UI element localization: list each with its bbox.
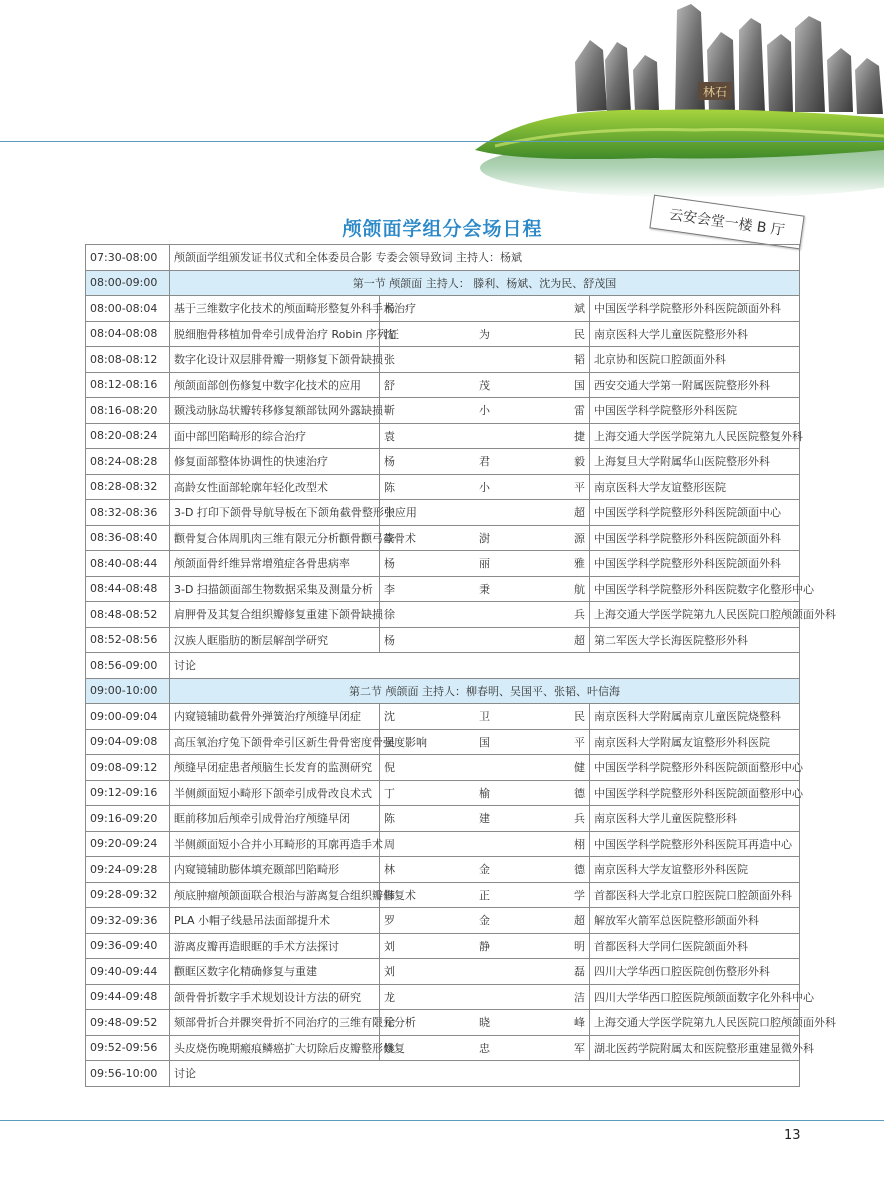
bottom-divider [0,1120,884,1121]
talk-row [86,627,800,653]
speaker-cell: 韩正学 [380,882,590,908]
speaker-cell: 吴国平 [380,729,590,755]
talk-title-cell: 内窥镜辅助截骨外弹簧治疗颅缝早闭症 [170,704,380,730]
talk-row [86,602,800,628]
talk-title-cell: 脱细胞骨移植加骨牵引成骨治疗 Robin 序列征 [170,321,380,347]
section-header-row [86,678,800,704]
time-cell: 09:48-09:52 [86,1010,170,1036]
opening-row [86,245,800,271]
talk-row [86,959,800,985]
time-cell: 07:30-08:00 [86,245,170,271]
time-cell: 09:32-09:36 [86,908,170,934]
talk-title-cell: PLA 小帽子线悬吊法面部提升术 [170,908,380,934]
institution-cell: 中国医学科学院整形外科医院颌面中心 [590,500,800,526]
speaker-cell: 杨君毅 [380,449,590,475]
talk-row [86,984,800,1010]
institution-cell: 南京医科大学友谊整形外科医院 [590,857,800,883]
discussion-cell: 讨论 [170,1061,800,1087]
time-cell: 09:24-09:28 [86,857,170,883]
speaker-cell: 张 超 [380,500,590,526]
talk-title-cell: 3-D 扫描颌面部生物数据采集及测量分析 [170,576,380,602]
institution-cell: 四川大学华西口腔医院颅颌面数字化外科中心 [590,984,800,1010]
institution-cell: 北京协和医院口腔颌面外科 [590,347,800,373]
talk-title-cell: 高龄女性面部轮廓年轻化改型术 [170,474,380,500]
talk-row [86,908,800,934]
time-cell: 08:08-08:12 [86,347,170,373]
speaker-cell: 杨丽雅 [380,551,590,577]
institution-cell: 中国医学科学院整形外科医院颌面整形中心 [590,755,800,781]
talk-title-cell: 面中部凹陷畸形的综合治疗 [170,423,380,449]
schedule-table [85,244,836,1087]
opening-text-cell: 颅颌面学组颁发证书仪式和全体委员合影 专委会领导致词 主持人：杨斌 [170,245,800,271]
speaker-cell: 周 栩 [380,831,590,857]
time-cell: 09:56-10:00 [86,1061,170,1087]
talk-row [86,398,800,424]
speaker-cell: 李秉航 [380,576,590,602]
talk-title-cell: 数字化设计双层腓骨瓣一期修复下颌骨缺损 [170,347,380,373]
time-cell: 08:28-08:32 [86,474,170,500]
time-cell: 08:12-08:16 [86,372,170,398]
time-cell: 08:20-08:24 [86,423,170,449]
page-number: 13 [784,1128,801,1143]
time-cell: 09:40-09:44 [86,959,170,985]
institution-cell: 湖北医药学院附属太和医院整形重建显微外科 [590,1035,800,1061]
speaker-cell: 杨 超 [380,627,590,653]
time-cell: 09:04-09:08 [86,729,170,755]
speaker-cell: 陈小平 [380,474,590,500]
time-cell: 09:52-09:56 [86,1035,170,1061]
speaker-cell: 沈卫民 [380,704,590,730]
talk-title-cell: 颧眶区数字化精确修复与重建 [170,959,380,985]
institution-cell: 解放军火箭军总医院整形颌面外科 [590,908,800,934]
section-header-cell: 第一节 颅颌面 主持人： 滕利、杨斌、沈为民、舒茂国 [170,270,800,296]
time-cell: 08:52-08:56 [86,627,170,653]
institution-cell: 西安交通大学第一附属医院整形外科 [590,372,800,398]
time-cell: 08:04-08:08 [86,321,170,347]
time-cell: 09:12-09:16 [86,780,170,806]
talk-title-cell: 颅底肿瘤颅颌面联合根治与游离复合组织瓣修复术 [170,882,380,908]
speaker-cell: 陈建兵 [380,806,590,832]
institution-cell: 中国医学科学院整形外科医院耳再造中心 [590,831,800,857]
time-cell: 08:24-08:28 [86,449,170,475]
talk-row [86,806,800,832]
page-title: 颅颌面学组分会场日程 [342,218,543,240]
venue-tag: 云安会堂一楼 B 厅 [649,195,804,250]
institution-cell: 中国医学科学院整形外科医院颌面外科 [590,525,800,551]
talk-title-cell: 修复面部整体协调性的快速治疗 [170,449,380,475]
talk-row [86,882,800,908]
institution-cell: 上海交通大学医学院第九人民医院口腔颅颌面外科 [590,602,800,628]
talk-row [86,296,800,322]
institution-cell: 南京医科大学儿童医院整形科 [590,806,800,832]
talk-row [86,372,800,398]
time-cell: 09:08-09:12 [86,755,170,781]
institution-cell: 南京医科大学友谊整形医院 [590,474,800,500]
talk-title-cell: 游离皮瓣再造眼眶的手术方法探讨 [170,933,380,959]
time-cell: 08:40-08:44 [86,551,170,577]
discussion-row [86,653,800,679]
institution-cell: 中国医学科学院整形外科医院颌面外科 [590,551,800,577]
talk-title-cell: 高压氧治疗兔下颌骨牵引区新生骨骨密度骨强度影响 [170,729,380,755]
time-cell: 08:44-08:48 [86,576,170,602]
speaker-cell: 丁榆德 [380,780,590,806]
time-cell: 09:16-09:20 [86,806,170,832]
institution-cell: 南京医科大学附属南京儿童医院烧整科 [590,704,800,730]
talk-row [86,474,800,500]
talk-title-cell: 头皮烧伤晚期瘢痕鳞癌扩大切除后皮瓣整形修复 [170,1035,380,1061]
talk-title-cell: 颅缝早闭症患者颅脑生长发育的监测研究 [170,755,380,781]
institution-cell: 中国医学科学院整形外科医院 [590,398,800,424]
talk-title-cell: 颌骨骨折数字手术规划设计方法的研究 [170,984,380,1010]
talk-row [86,857,800,883]
time-cell: 08:00-08:04 [86,296,170,322]
talk-row [86,500,800,526]
stone-forest-landscape-image [455,0,884,200]
institution-cell: 上海交通大学医学院第九人民医院口腔颅颌面外科 [590,1010,800,1036]
time-cell: 08:36-08:40 [86,525,170,551]
talk-row [86,831,800,857]
speaker-cell: 徐晓峰 [380,1010,590,1036]
speaker-cell: 罗金超 [380,908,590,934]
talk-title-cell: 肩胛骨及其复合组织瓣修复重建下颌骨缺损 [170,602,380,628]
talk-title-cell: 颅颌面部创伤修复中数字化技术的应用 [170,372,380,398]
speaker-cell: 袁 捷 [380,423,590,449]
speaker-cell: 刘静明 [380,933,590,959]
talk-row [86,551,800,577]
talk-title-cell: 半侧颜面短小畸形下颌牵引成骨改良术式 [170,780,380,806]
speaker-cell: 舒茂国 [380,372,590,398]
institution-cell: 上海交通大学医学院第九人民医院整复外科 [590,423,800,449]
institution-cell: 中国医学科学院整形外科医院颌面外科 [590,296,800,322]
speaker-cell: 李澍源 [380,525,590,551]
institution-cell: 南京医科大学儿童医院整形外科 [590,321,800,347]
talk-row [86,449,800,475]
institution-cell: 首都医科大学同仁医院颌面外科 [590,933,800,959]
institution-cell: 南京医科大学附属友谊整形外科医院 [590,729,800,755]
speaker-cell: 靳小雷 [380,398,590,424]
speaker-cell: 姚忠军 [380,1035,590,1061]
speaker-cell: 倪 健 [380,755,590,781]
speaker-cell: 刘 磊 [380,959,590,985]
section-header-cell: 第二节 颅颌面 主持人：柳春明、吴国平、张韬、叶信海 [170,678,800,704]
institution-cell: 第二军医大学长海医院整形外科 [590,627,800,653]
talk-title-cell: 半侧颜面短小合并小耳畸形的耳廓再造手术 [170,831,380,857]
time-cell: 09:28-09:32 [86,882,170,908]
time-cell: 09:00-10:00 [86,678,170,704]
hero-sign-text: 林石 [702,85,728,99]
talk-title-cell: 颏部骨折合并髁突骨折不同治疗的三维有限元分析 [170,1010,380,1036]
time-cell: 09:20-09:24 [86,831,170,857]
talk-row [86,755,800,781]
talk-row [86,525,800,551]
speaker-cell: 杨 斌 [380,296,590,322]
talk-title-cell: 眶前移加后颅牵引成骨治疗颅缝早闭 [170,806,380,832]
speaker-cell: 林金德 [380,857,590,883]
talk-title-cell: 颧骨复合体周肌肉三维有限元分析颧骨颧弓截骨术 [170,525,380,551]
top-divider [0,141,884,142]
speaker-cell: 徐 兵 [380,602,590,628]
talk-row [86,347,800,373]
talk-row [86,321,800,347]
institution-cell: 四川大学华西口腔医院创伤整形外科 [590,959,800,985]
talk-title-cell: 颞浅动脉岛状瓣转移修复额部钛网外露缺损 [170,398,380,424]
time-cell: 09:44-09:48 [86,984,170,1010]
time-cell: 08:48-08:52 [86,602,170,628]
institution-cell: 上海复旦大学附属华山医院整形外科 [590,449,800,475]
section-header-row [86,270,800,296]
institution-cell: 中国医学科学院整形外科医院数字化整形中心 [590,576,800,602]
talk-row [86,729,800,755]
talk-title-cell: 汉族人眶脂肪的断层解剖学研究 [170,627,380,653]
talk-row [86,933,800,959]
talk-row [86,423,800,449]
speaker-cell: 沈为民 [380,321,590,347]
institution-cell: 中国医学科学院整形外科医院颌面整形中心 [590,780,800,806]
time-cell: 08:32-08:36 [86,500,170,526]
talk-title-cell: 3-D 打印下颌骨导航导板在下颌角截骨整形中应用 [170,500,380,526]
talk-title-cell: 基于三维数字化技术的颅面畸形整复外科手术治疗 [170,296,380,322]
time-cell: 08:16-08:20 [86,398,170,424]
time-cell: 09:00-09:04 [86,704,170,730]
talk-row [86,704,800,730]
time-cell: 08:56-09:00 [86,653,170,679]
talk-row [86,1010,800,1036]
talk-row [86,780,800,806]
discussion-cell: 讨论 [170,653,800,679]
talk-row [86,576,800,602]
speaker-cell: 龙 洁 [380,984,590,1010]
talk-row [86,1035,800,1061]
talk-title-cell: 内窥镜辅助膨体填充颞部凹陷畸形 [170,857,380,883]
discussion-row [86,1061,800,1087]
time-cell: 09:36-09:40 [86,933,170,959]
speaker-cell: 张 韬 [380,347,590,373]
institution-cell: 首都医科大学北京口腔医院口腔颌面外科 [590,882,800,908]
talk-title-cell: 颅颌面骨纤维异常增殖症各骨患病率 [170,551,380,577]
time-cell: 08:00-09:00 [86,270,170,296]
